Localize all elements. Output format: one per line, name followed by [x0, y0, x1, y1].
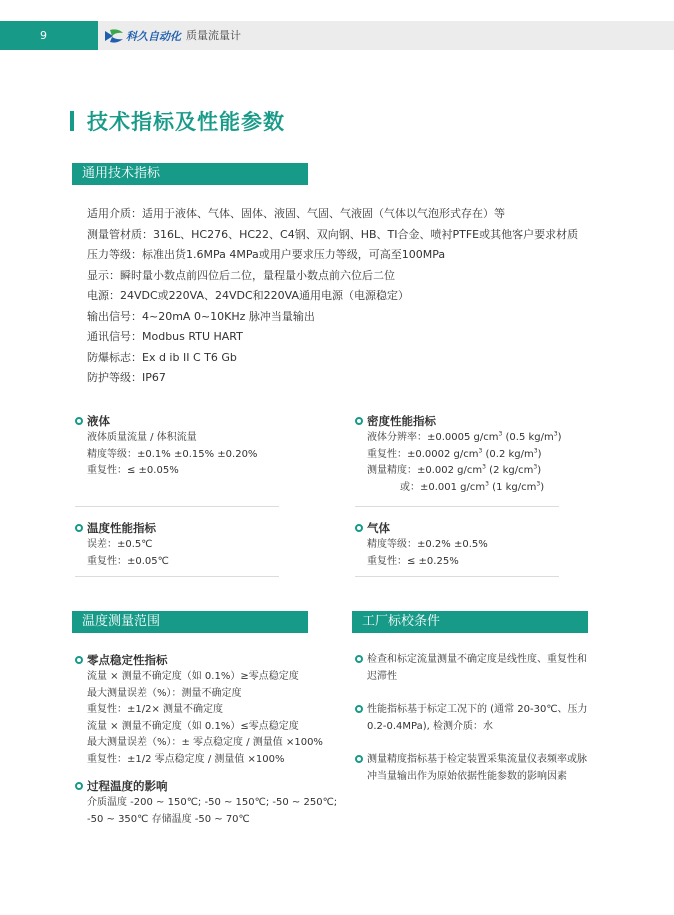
spec-line: 测量管材质：316L、HC276、HC22、C4钢、双向钢、HB、TI合金、喷衬PTFE或其他客户要求材质: [87, 227, 579, 241]
gas-block: [355, 520, 575, 570]
process-temp-line: -50 ~ 350℃ 存储温度 -50 ~ 70℃: [87, 813, 250, 825]
density-line: 或：±0.001 $g/cm^3$ (1 $kg/cm^3$): [400, 480, 545, 493]
zero-stability-line: 最大测量误差（%）：测量不确定度: [87, 687, 242, 699]
section-temp-range-title: 温度测量范围: [72, 611, 308, 633]
page-header: [0, 0, 674, 50]
logo-text: 科久自动化: [126, 30, 181, 43]
process-temp-line: 介质温度 -200 ~ 150℃; -50 ~ 150℃; -50 ~ 250℃;: [87, 797, 338, 808]
bullet-icon: [355, 524, 363, 532]
company-logo: [104, 26, 180, 46]
bullet-icon: [355, 705, 363, 713]
bullet-icon: [355, 655, 363, 663]
gas-line: 精度等级：±0.2% ±0.5%: [367, 539, 488, 550]
density-line: 测量精度：±0.002 $g/cm^3$ (2 $kg/cm^3$): [367, 463, 542, 476]
gas-title: 气体: [355, 520, 575, 537]
temp-perf-block: [75, 520, 295, 570]
calibration-item: 测量精度指标基于检定装置采集流量仪表频率或脉冲当量输出作为原始依据性能参数的影响因素: [355, 752, 595, 785]
calibration-item: 检查和标定流量测量不确定度是线性度、重复性和迟滞性: [355, 652, 595, 685]
header-subtitle: 质量流量计: [186, 29, 241, 42]
bullet-icon: [75, 417, 83, 425]
section-calibration-title: 工厂标校条件: [352, 611, 588, 633]
zero-stability-block: [75, 652, 355, 768]
temp-perf-line: 重复性：±0.05℃: [87, 555, 169, 567]
spec-line: 防爆标志：Ex d ib II C T6 Gb: [87, 350, 237, 364]
spec-line: 防护等级：IP67: [87, 371, 166, 384]
temp-perf-line: 误差：±0.5℃: [87, 539, 153, 550]
divider: [75, 576, 279, 577]
bullet-icon: [355, 417, 363, 425]
bullet-icon: [75, 524, 83, 532]
spec-line: 电源：24VDC或220VA、24VDC和220VA通用电源（电源稳定）: [87, 289, 410, 302]
spec-line: 显示：瞬时量小数点前四位后二位，量程量小数点前六位后二位: [87, 268, 395, 282]
density-title: 密度性能指标: [355, 413, 595, 430]
divider: [355, 506, 559, 507]
zero-stability-line: 重复性：±1/2 零点稳定度 / 测量值 ×100%: [87, 753, 285, 765]
zero-stability-line: 流量 × 测量不确定度（如 0.1%）≤零点稳定度: [87, 720, 299, 732]
liquid-title: 液体: [75, 413, 295, 430]
bullet-icon: [75, 656, 83, 664]
zero-stability-line: 最大测量误差（%）：± 零点稳定度 / 测量值 ×100%: [87, 737, 323, 748]
process-temp-title: 过程温度的影响: [75, 778, 355, 795]
divider: [75, 506, 279, 507]
density-line: 液体分辨率：±0.0005 $g/cm^3$ (0.5 $kg/m^3$): [367, 430, 562, 443]
zero-stability-title: 零点稳定性指标: [75, 652, 355, 669]
spec-line: 输出信号：4~20mA 0~10KHz 脉冲当量输出: [87, 309, 315, 323]
temp-perf-title: 温度性能指标: [75, 520, 295, 537]
page-title: 技术指标及性能参数: [87, 110, 285, 134]
bullet-icon: [75, 782, 83, 790]
liquid-line: 精度等级：±0.1% ±0.15% ±0.20%: [87, 448, 258, 460]
bullet-icon: [355, 755, 363, 763]
zero-stability-line: 流量 × 测量不确定度（如 0.1%）≥零点稳定度: [87, 671, 299, 682]
title-accent-bar: [70, 111, 74, 131]
zero-stability-line: 重复性：±1/2× 测量不确定度: [87, 704, 224, 715]
gas-line: 重复性：≤ ±0.25%: [367, 555, 459, 567]
calibration-item: 性能指标基于标定工况下的 (通常 20-30℃、压力0.2-0.4MPa), 检测介质：水: [355, 702, 595, 735]
header-bar: [98, 21, 674, 50]
liquid-block: [75, 413, 295, 480]
divider: [355, 576, 559, 577]
process-temp-block: [75, 778, 355, 828]
spec-line: 适用介质：适用于液体、气体、固体、液固、气固、气液固（气体以气泡形式存在）等: [87, 207, 505, 220]
logo-mark-icon: [104, 28, 124, 44]
page-number: 9: [0, 21, 98, 50]
density-line: 重复性：±0.0002 $g/cm^3$ (0.2 $kg/m^3$): [367, 447, 542, 460]
general-spec-list: [87, 204, 647, 389]
spec-line: 压力等级：标准出货1.6MPa 4MPa或用户要求压力等级，可高至100MPa: [87, 248, 446, 261]
spec-line: 通讯信号：Modbus RTU HART: [87, 330, 243, 343]
density-block: [355, 413, 595, 496]
liquid-line: 重复性：≤ ±0.05%: [87, 465, 179, 476]
section-general-title: 通用技术指标: [72, 163, 308, 185]
liquid-line: 液体质量流量 / 体积流量: [87, 432, 197, 443]
